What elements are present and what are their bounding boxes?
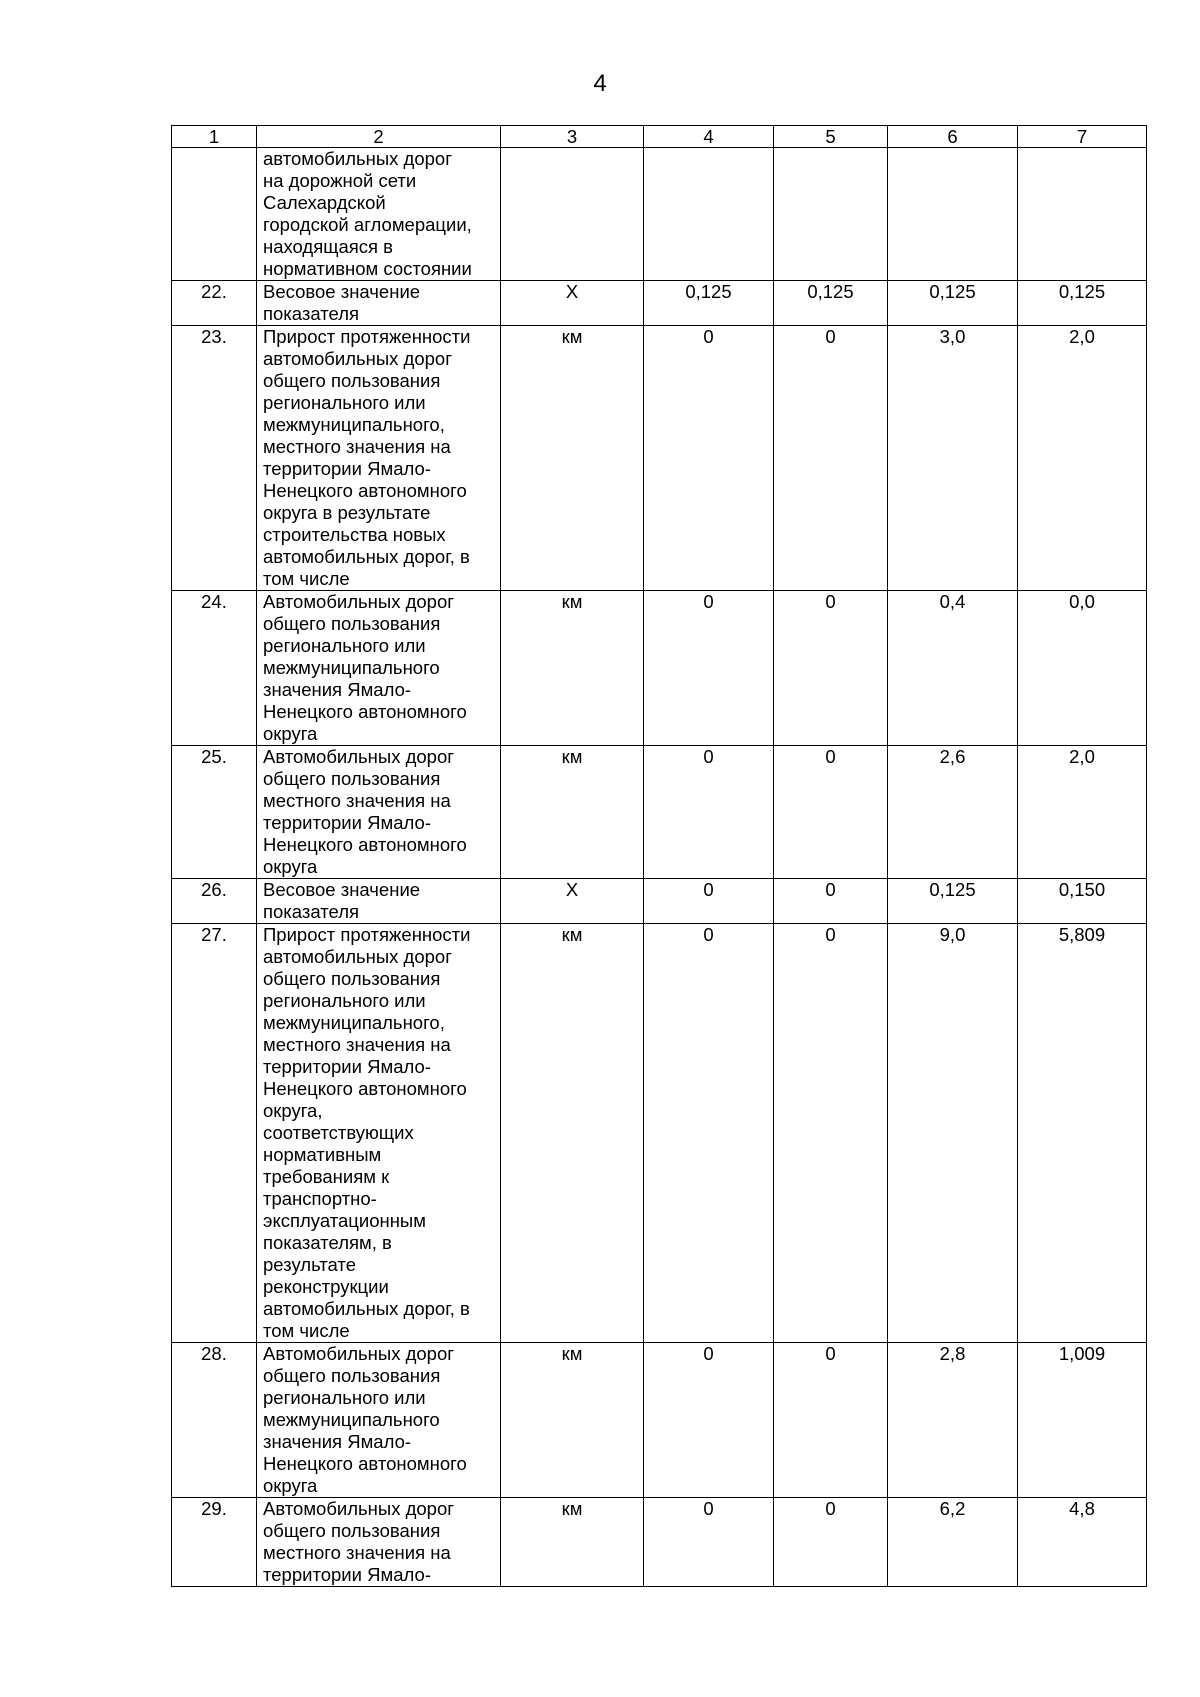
value-col-6: 2,8	[888, 1343, 1018, 1498]
value-col-4: 0	[644, 879, 774, 924]
value-col-6: 0,4	[888, 591, 1018, 746]
value-col-4: 0	[644, 1498, 774, 1587]
table-row	[172, 746, 1147, 879]
row-number: 23.	[172, 326, 257, 591]
indicator-name-line: территории Ямало-	[263, 812, 431, 833]
indicator-name-line: показателя	[263, 303, 360, 324]
indicator-name-line: местного значения на	[263, 1542, 451, 1563]
value-col-5: 0	[774, 746, 888, 879]
column-header: 6	[888, 126, 1018, 148]
column-header: 5	[774, 126, 888, 148]
indicator-name-line: городской агломерации,	[263, 214, 472, 235]
indicator-name-line: округа	[263, 856, 318, 877]
value-col-7: 2,0	[1018, 746, 1147, 879]
value-col-5: 0	[774, 326, 888, 591]
value-col-7: 0,0	[1018, 591, 1147, 746]
value-col-4: 0	[644, 746, 774, 879]
value-col-7: 0,150	[1018, 879, 1147, 924]
value-col-4: 0	[644, 591, 774, 746]
table-row	[172, 148, 1147, 281]
row-number: 27.	[172, 924, 257, 1343]
row-number: 26.	[172, 879, 257, 924]
indicator-name-line: общего пользования	[263, 968, 441, 989]
indicator-name-line: автомобильных дорог	[263, 348, 452, 369]
table-row	[172, 1343, 1147, 1498]
indicator-name-line: Прирост протяженности	[263, 924, 471, 945]
table-row	[172, 591, 1147, 746]
indicator-name-line: Весовое значение	[263, 281, 421, 302]
indicator-name-line: Ненецкого автономного	[263, 1453, 467, 1474]
row-number: 25.	[172, 746, 257, 879]
unit-cell: км	[501, 591, 644, 746]
indicator-name-line: требованиям к	[263, 1166, 390, 1187]
value-col-7: 2,0	[1018, 326, 1147, 591]
indicator-name	[257, 591, 501, 746]
indicator-name-line: на дорожной сети	[263, 170, 417, 191]
indicator-name-line: Ненецкого автономного	[263, 480, 467, 501]
indicator-name-line: показателя	[263, 901, 360, 922]
value-col-5: 0	[774, 1498, 888, 1587]
table-row	[172, 281, 1147, 326]
indicator-name-line: общего пользования	[263, 768, 441, 789]
indicator-name-line: эксплуатационным	[263, 1210, 426, 1231]
indicator-name	[257, 326, 501, 591]
indicator-name	[257, 746, 501, 879]
value-col-7: 4,8	[1018, 1498, 1147, 1587]
table-row	[172, 326, 1147, 591]
indicator-name-line: территории Ямало-	[263, 1056, 431, 1077]
row-number: 28.	[172, 1343, 257, 1498]
value-col-6: 6,2	[888, 1498, 1018, 1587]
value-col-5: 0	[774, 1343, 888, 1498]
value-col-4: 0	[644, 326, 774, 591]
indicator-name-line: Ненецкого автономного	[263, 1078, 467, 1099]
indicator-name-line: нормативным	[263, 1144, 382, 1165]
indicator-name-line: Весовое значение	[263, 879, 421, 900]
indicator-name-line: межмуниципального,	[263, 414, 445, 435]
unit-cell: км	[501, 746, 644, 879]
value-col-4	[644, 148, 774, 281]
indicator-name-line: строительства новых	[263, 524, 446, 545]
indicator-name-line: показателям, в	[263, 1232, 392, 1253]
indicator-name-line: том числе	[263, 1320, 350, 1341]
table-body	[172, 148, 1147, 1587]
indicator-name-line: общего пользования	[263, 1520, 441, 1541]
value-col-4: 0,125	[644, 281, 774, 326]
indicator-name-line: Автомобильных дорог	[263, 1498, 454, 1519]
indicator-name-line: местного значения на	[263, 790, 451, 811]
value-col-5: 0	[774, 879, 888, 924]
indicator-name-line: местного значения на	[263, 1034, 451, 1055]
indicator-name-line: Автомобильных дорог	[263, 1343, 454, 1364]
value-col-6: 2,6	[888, 746, 1018, 879]
unit-cell: км	[501, 924, 644, 1343]
indicator-name-line: округа	[263, 1475, 318, 1496]
value-col-4: 0	[644, 1343, 774, 1498]
indicator-name	[257, 879, 501, 924]
value-col-6: 3,0	[888, 326, 1018, 591]
unit-cell: Х	[501, 879, 644, 924]
indicator-name-line: регионального или	[263, 392, 426, 413]
indicator-name-line: соответствующих	[263, 1122, 414, 1143]
value-col-6	[888, 148, 1018, 281]
value-col-7	[1018, 148, 1147, 281]
table-row	[172, 879, 1147, 924]
indicators-table	[171, 125, 1147, 1587]
column-header: 1	[172, 126, 257, 148]
indicator-name-line: регионального или	[263, 990, 426, 1011]
indicator-name-line: территории Ямало-	[263, 458, 431, 479]
indicator-name-line: автомобильных дорог	[263, 148, 452, 169]
indicator-name-line: Автомобильных дорог	[263, 591, 454, 612]
unit-cell: км	[501, 1343, 644, 1498]
indicator-name-line: нормативном состоянии	[263, 258, 472, 279]
indicator-name	[257, 1498, 501, 1587]
row-number	[172, 148, 257, 281]
indicator-name-line: округа в результате	[263, 502, 431, 523]
indicator-name	[257, 924, 501, 1343]
indicator-name-line: общего пользования	[263, 613, 441, 634]
indicator-name-line: автомобильных дорог, в	[263, 1298, 470, 1319]
value-col-6: 0,125	[888, 281, 1018, 326]
unit-cell: км	[501, 326, 644, 591]
value-col-7: 0,125	[1018, 281, 1147, 326]
indicator-name-line: территории Ямало-	[263, 1564, 431, 1585]
value-col-5: 0	[774, 591, 888, 746]
indicator-name-line: межмуниципального,	[263, 1012, 445, 1033]
indicator-name-line: транспортно-	[263, 1188, 377, 1209]
indicator-name-line: общего пользования	[263, 1365, 441, 1386]
table-row	[172, 1498, 1147, 1587]
indicator-name-line: округа	[263, 723, 318, 744]
value-col-5: 0	[774, 924, 888, 1343]
indicator-name-line: значения Ямало-	[263, 679, 412, 700]
indicator-name-line: Салехардской	[263, 192, 386, 213]
indicator-name	[257, 281, 501, 326]
indicator-name-line: Ненецкого автономного	[263, 701, 467, 722]
value-col-5	[774, 148, 888, 281]
indicator-name-line: округа,	[263, 1100, 323, 1121]
table-header-row	[172, 126, 1147, 148]
column-header: 3	[501, 126, 644, 148]
column-header: 4	[644, 126, 774, 148]
value-col-7: 1,009	[1018, 1343, 1147, 1498]
unit-cell	[501, 148, 644, 281]
unit-cell: км	[501, 1498, 644, 1587]
indicator-name-line: результате	[263, 1254, 356, 1275]
indicator-name-line: том числе	[263, 568, 350, 589]
indicator-name-line: местного значения на	[263, 436, 451, 457]
indicator-name	[257, 1343, 501, 1498]
indicator-name-line: регионального или	[263, 1387, 426, 1408]
indicator-name-line: межмуниципального	[263, 657, 440, 678]
value-col-6: 9,0	[888, 924, 1018, 1343]
indicator-name-line: Автомобильных дорог	[263, 746, 454, 767]
indicator-name	[257, 148, 501, 281]
value-col-6: 0,125	[888, 879, 1018, 924]
page-number: 4	[593, 70, 607, 97]
column-header: 7	[1018, 126, 1147, 148]
indicator-name-line: находящаяся в	[263, 236, 394, 257]
indicator-name-line: автомобильных дорог, в	[263, 546, 470, 567]
value-col-5: 0,125	[774, 281, 888, 326]
row-number: 22.	[172, 281, 257, 326]
indicator-name-line: межмуниципального	[263, 1409, 440, 1430]
indicator-name-line: общего пользования	[263, 370, 441, 391]
value-col-7: 5,809	[1018, 924, 1147, 1343]
row-number: 29.	[172, 1498, 257, 1587]
indicator-name-line: Ненецкого автономного	[263, 834, 467, 855]
table-row	[172, 924, 1147, 1343]
indicator-name-line: реконструкции	[263, 1276, 389, 1297]
indicator-name-line: Прирост протяженности	[263, 326, 471, 347]
indicator-name-line: регионального или	[263, 635, 426, 656]
unit-cell: Х	[501, 281, 644, 326]
column-header: 2	[257, 126, 501, 148]
indicator-name-line: значения Ямало-	[263, 1431, 412, 1452]
indicator-name-line: автомобильных дорог	[263, 946, 452, 967]
row-number: 24.	[172, 591, 257, 746]
value-col-4: 0	[644, 924, 774, 1343]
